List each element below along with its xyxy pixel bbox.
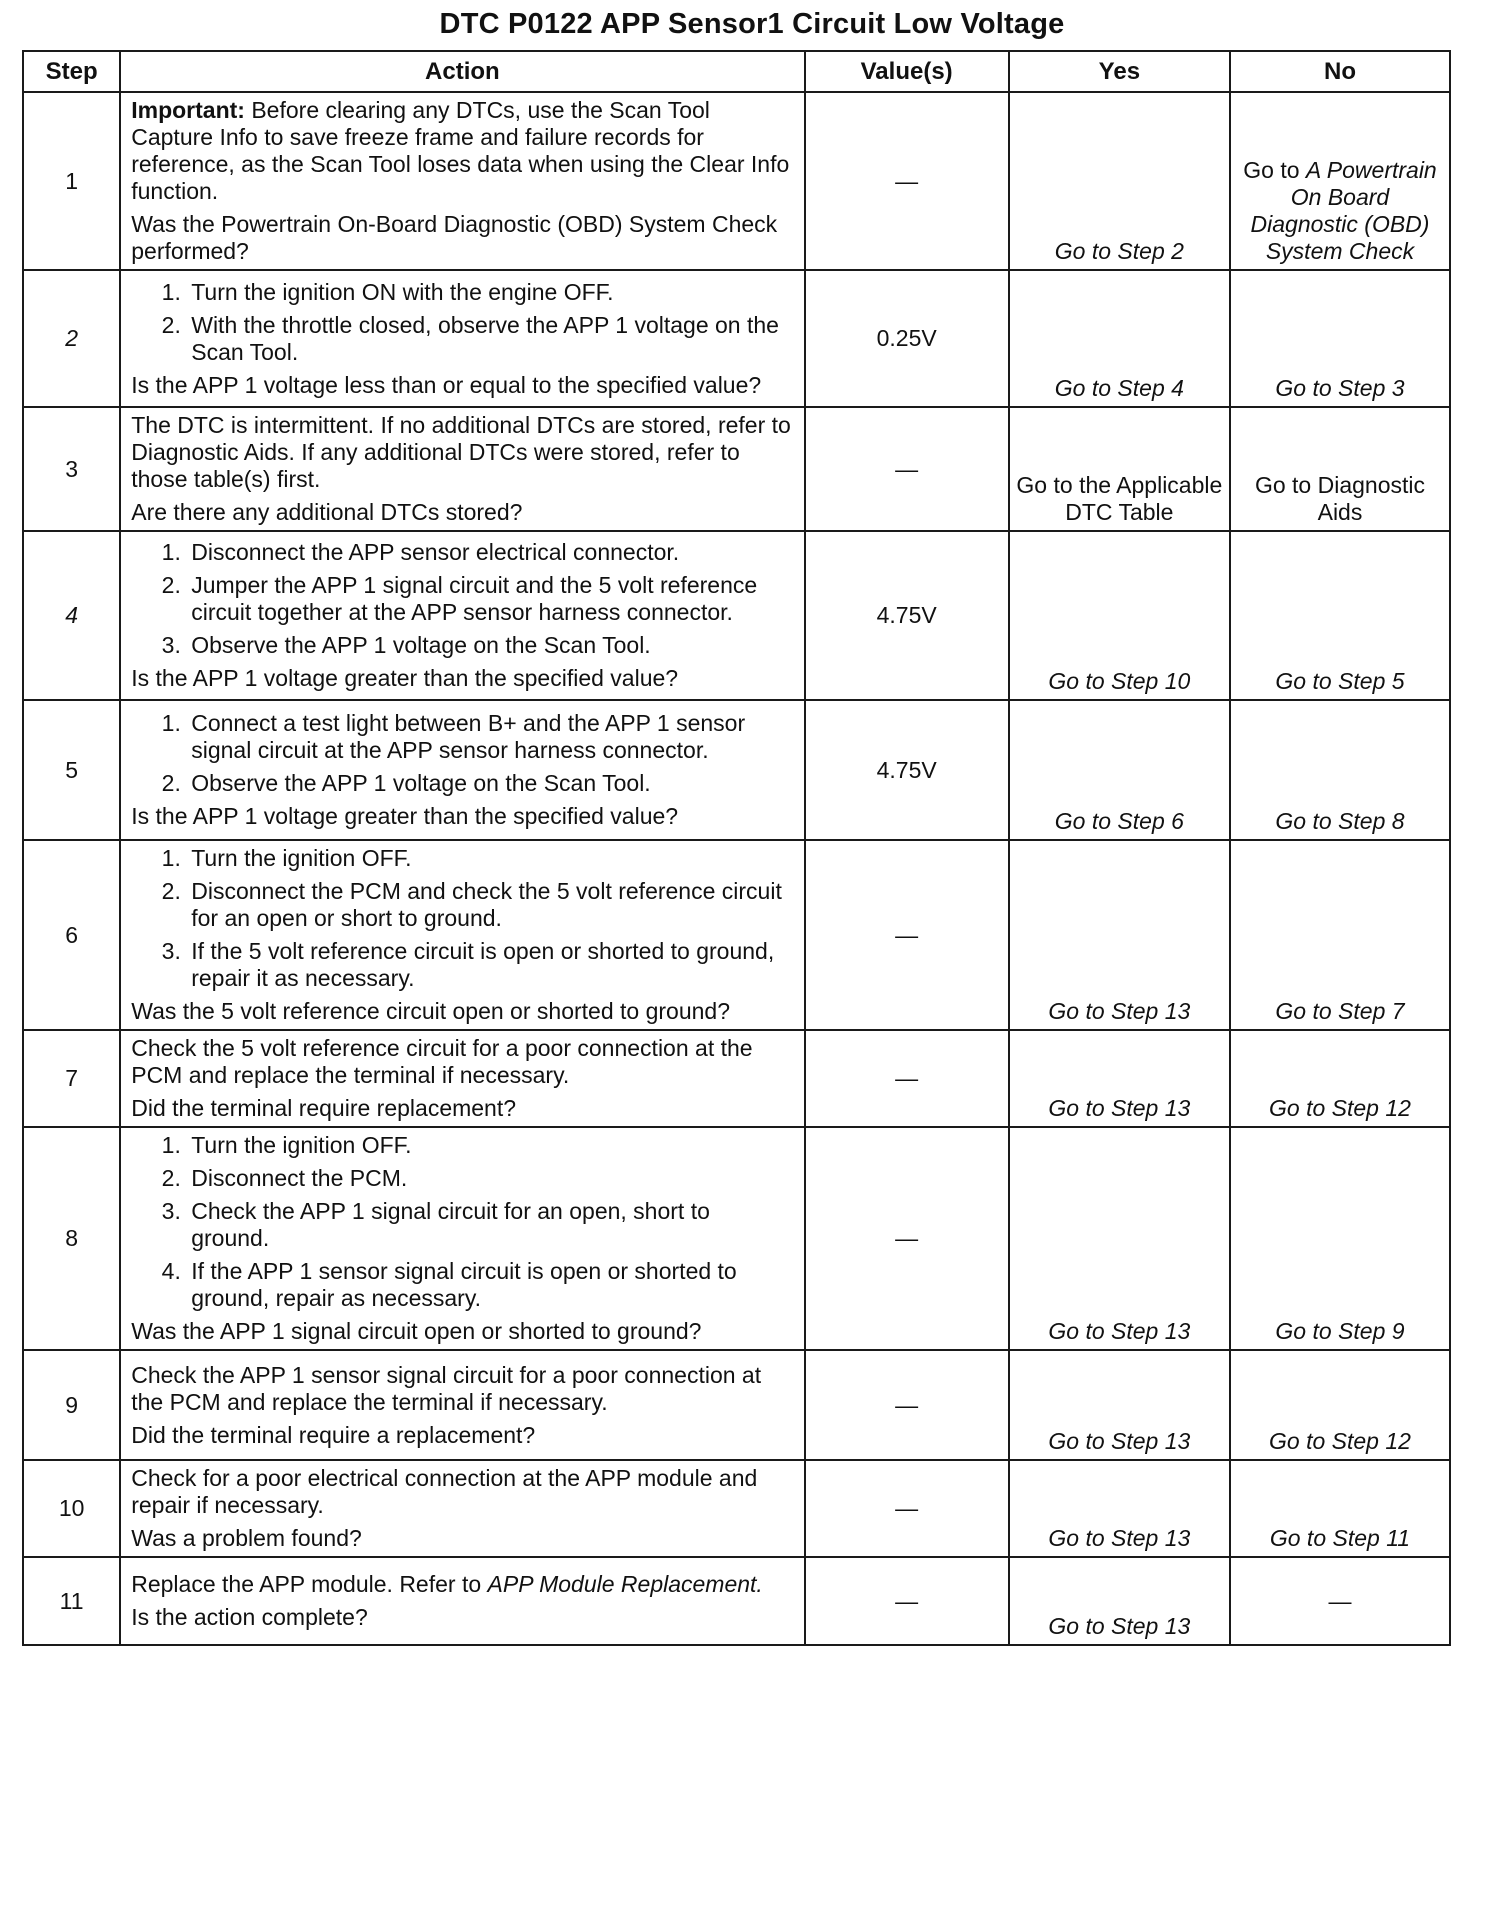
action-question: Did the terminal require replacement? [131,1095,517,1121]
action-cell [120,92,804,270]
action-steps [131,845,793,992]
yes-cell: Go to Step 10 [1009,531,1230,700]
action-cell [120,700,804,840]
no-cell: Go to Step 8 [1230,700,1450,840]
page-title: DTC P0122 APP Sensor1 Circuit Low Voltage [439,8,1065,40]
action-cell [120,270,804,407]
action-steps [131,710,793,797]
action-text-prefix: Replace the APP module. Refer to [131,1571,488,1597]
table-row [23,840,1450,1030]
step-number: 4 [23,531,120,700]
header-values: Value(s) [805,51,1009,92]
action-cell [120,1460,804,1557]
action-step: 4. If the APP 1 sensor signal circuit is open or shorted to ground, repair as necessary. [187,1258,793,1312]
important-text: Before clearing any DTCs, use the Scan Tool Capture Info to save freeze frame and failure records for reference, as the Scan Tool loses data when using the Clear Info function. [131,97,790,204]
no-cell: Go to Step 11 [1230,1460,1450,1557]
step-number: 5 [23,700,120,840]
no-cell: Go to Step 12 [1230,1030,1450,1127]
value-cell: 4.75V [805,531,1009,700]
step-number: 9 [23,1350,120,1460]
action-question: Is the action complete? [131,1604,368,1630]
value-cell: 0.25V [805,270,1009,407]
value-cell: — [805,1030,1009,1127]
action-step: 3. Observe the APP 1 voltage on the Scan Tool. [187,632,793,659]
action-cell [120,531,804,700]
action-step: 2. Disconnect the PCM and check the 5 volt reference circuit for an open or short to ground. [187,878,793,932]
yes-cell: Go to the Applicable DTC Table [1009,407,1230,531]
action-text [131,97,793,205]
diagnostic-table [22,50,1451,1646]
value-cell: — [805,92,1009,270]
yes-cell: Go to Step 13 [1009,1350,1230,1460]
table-row [23,531,1450,700]
yes-cell: Go to Step 13 [1009,1460,1230,1557]
table-row [23,1350,1450,1460]
table-row [23,1127,1450,1350]
action-step: 2. Observe the APP 1 voltage on the Scan Tool. [187,770,793,797]
action-cell [120,1030,804,1127]
action-question: Was the APP 1 signal circuit open or shorted to ground? [131,1318,702,1344]
header-step: Step [23,51,120,92]
action-question: Was the Powertrain On-Board Diagnostic (OBD) System Check performed? [131,211,778,264]
no-cell: Go to Step 12 [1230,1350,1450,1460]
action-step: 1. Connect a test light between B+ and the APP 1 sensor signal circuit at the APP sensor harness connector. [187,710,793,764]
yes-cell: Go to Step 6 [1009,700,1230,840]
step-number: 11 [23,1557,120,1645]
action-question: Is the APP 1 voltage greater than the specified value? [131,803,679,829]
no-cell: Go to Step 9 [1230,1127,1450,1350]
step-number: 3 [23,407,120,531]
step-number: 6 [23,840,120,1030]
action-steps [131,279,793,366]
value-cell: 4.75V [805,700,1009,840]
table-header-row [23,51,1450,92]
step-number: 10 [23,1460,120,1557]
table-row [23,270,1450,407]
table-row [23,1030,1450,1127]
important-label: Important: [131,97,245,123]
value-cell: — [805,840,1009,1030]
no-cell: Go to Step 3 [1230,270,1450,407]
step-number: 2 [23,270,120,407]
action-text: The DTC is intermittent. If no additional DTCs are stored, refer to Diagnostic Aids. If any additional DTCs were stored, refer to those table(s) first. [131,412,791,492]
action-text: Check the APP 1 sensor signal circuit for a poor connection at the PCM and replace the terminal if necessary. [131,1361,762,1415]
no-cell [1230,92,1450,270]
action-cell [120,840,804,1030]
header-no: No [1230,51,1450,92]
value-cell: — [805,1350,1009,1460]
action-cell [120,1350,804,1460]
action-step: 2. Jumper the APP 1 signal circuit and the 5 volt reference circuit together at the APP sensor harness connector. [187,572,793,626]
table-row [23,92,1450,270]
action-cell [120,407,804,531]
table-row [23,700,1450,840]
yes-cell: Go to Step 13 [1009,1557,1230,1645]
action-text: Check for a poor electrical connection at the APP module and repair if necessary. [131,1465,758,1518]
action-cell [120,1557,804,1645]
no-cell: — [1230,1557,1450,1645]
step-number: 7 [23,1030,120,1127]
no-cell: Go to Step 5 [1230,531,1450,700]
action-steps [131,1132,793,1312]
action-question: Was the 5 volt reference circuit open or shorted to ground? [131,998,730,1024]
action-question: Was a problem found? [131,1525,362,1551]
action-text [131,1571,793,1598]
table-row [23,1460,1450,1557]
yes-cell: Go to Step 13 [1009,840,1230,1030]
value-cell: — [805,407,1009,531]
table-row [23,1557,1450,1645]
action-step: 1. Disconnect the APP sensor electrical connector. [187,539,793,566]
action-question: Did the terminal require a replacement? [131,1421,536,1448]
no-cell: Go to Diagnostic Aids [1230,407,1450,531]
yes-cell: Go to Step 2 [1009,92,1230,270]
action-step: 2. With the throttle closed, observe the APP 1 voltage on the Scan Tool. [187,312,793,366]
procedure-reference: APP Module Replacement. [487,1571,763,1597]
header-yes: Yes [1009,51,1230,92]
value-cell: — [805,1127,1009,1350]
action-step: 3. If the 5 volt reference circuit is open or shorted to ground, repair it as necessary. [187,938,793,992]
no-cell: Go to Step 7 [1230,840,1450,1030]
action-question: Is the APP 1 voltage greater than the specified value? [131,665,679,691]
action-cell [120,1127,804,1350]
no-prefix: Go to [1243,157,1306,183]
yes-cell: Go to Step 4 [1009,270,1230,407]
action-text: Check the 5 volt reference circuit for a poor connection at the PCM and replace the terminal if necessary. [131,1035,753,1088]
header-action: Action [120,51,804,92]
action-step: 3. Check the APP 1 signal circuit for an open, short to ground. [187,1198,793,1252]
action-steps [131,539,793,659]
action-question: Are there any additional DTCs stored? [131,499,523,525]
step-number: 1 [23,92,120,270]
yes-cell: Go to Step 13 [1009,1127,1230,1350]
table-row [23,407,1450,531]
action-step: 1. Turn the ignition ON with the engine OFF. [187,279,793,306]
action-step: 1. Turn the ignition OFF. [187,1132,793,1159]
action-question: Is the APP 1 voltage less than or equal to the specified value? [131,371,762,398]
value-cell: — [805,1460,1009,1557]
step-number: 8 [23,1127,120,1350]
action-step: 1. Turn the ignition OFF. [187,845,793,872]
action-step: 2. Disconnect the PCM. [187,1165,793,1192]
no-reference: A Powertrain On Board Diagnostic (OBD) System Check [1250,157,1437,264]
value-cell: — [805,1557,1009,1645]
yes-cell: Go to Step 13 [1009,1030,1230,1127]
